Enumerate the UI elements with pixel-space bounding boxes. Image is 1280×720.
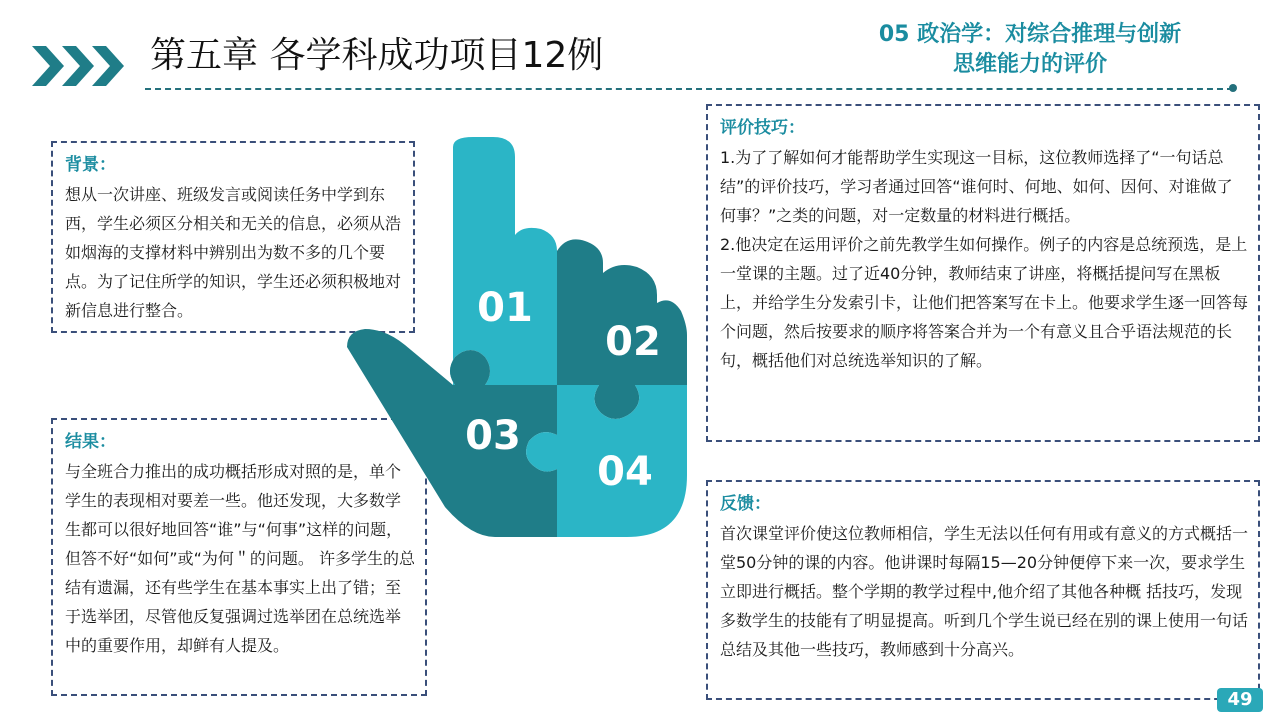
piece-label-04: 04 — [597, 449, 653, 495]
technique-para-1: 1.为了了解如何才能帮助学生实现这一目标，这位教师选择了“一句话总结”的评价技巧，学习者通过回答“谁何时、何地、如何、因何、对谁做了何事？”之类的问题，对一定数量的材料进行概括。 — [720, 148, 1233, 225]
title-divider-dot — [1229, 84, 1237, 92]
result-text: 与全班合力推出的成功概括形成对照的是，单个学生的表现相对要差一些。他还发现，大多数学生都可以很好地回答“谁”与“何事”这样的问题，但答不好“如何”或“为何＂的问题。 许多学生的总结有遗漏，还有些学生在基本事实上出了错；至于选举团，尽管他反复强调过选举团在总统选举中的重要作用，却鲜有人提及。 — [65, 462, 415, 655]
subtitle-line-2: 思维能力的评价 — [952, 52, 1107, 77]
feedback-box — [706, 480, 1260, 700]
title-divider — [145, 88, 1233, 90]
chevron-arrows-icon — [32, 42, 128, 90]
piece-label-03: 03 — [465, 413, 521, 459]
subtitle-line-1: 05 政治学：对综合推理与创新 — [878, 22, 1182, 47]
technique-label: 评价技巧： — [720, 118, 805, 138]
result-label: 结果： — [65, 432, 116, 452]
section-subtitle — [820, 20, 1240, 80]
piece-label-01: 01 — [477, 285, 533, 331]
technique-box — [706, 104, 1260, 442]
technique-para-2: 2.他决定在运用评价之前先教学生如何操作。例子的内容是总统预选，是上一堂课的主题。过了近40分钟，教师结束了讲座，将概括提问写在黑板上，并给学生分发索引卡，让他们把答案写在卡上。他要求学生逐一回答每个问题，然后按要求的顺序将答案合并为一个有意义且合乎语法规范的长句，概括他们对总统选举知识的了解。 — [720, 235, 1249, 370]
feedback-text: 首次课堂评价使这位教师相信，学生无法以任何有用或有意义的方式概括一堂50分钟的课的内容。他讲课时每隔15—20分钟便停下来一次，要求学生立即进行概括。整个学期的教学过程中,他介绍了其他各种概 括技巧，发现多数学生的技能有了明显提高。听到几个学生说已经在别的课上使用一句话总结及其他一些技巧，教师感到十分高兴。 — [720, 524, 1249, 659]
page-title: 第五章 各学科成功项目12例 — [150, 35, 604, 76]
piece-label-02: 02 — [605, 319, 661, 365]
puzzle-hand-graphic — [345, 135, 690, 540]
background-text: 想从一次讲座、班级发言或阅读任务中学到东西，学生必须区分相关和无关的信息，必须从浩如烟海的支撑材料中辨别出为数不多的几个要点。为了记住所学的知识，学生还必须积极地对新信息进行整合。 — [65, 185, 402, 320]
puzzle-piece-01 — [450, 137, 557, 385]
page-number: 49 — [1217, 688, 1263, 712]
feedback-label: 反馈： — [720, 494, 771, 514]
background-label: 背景： — [65, 155, 116, 175]
